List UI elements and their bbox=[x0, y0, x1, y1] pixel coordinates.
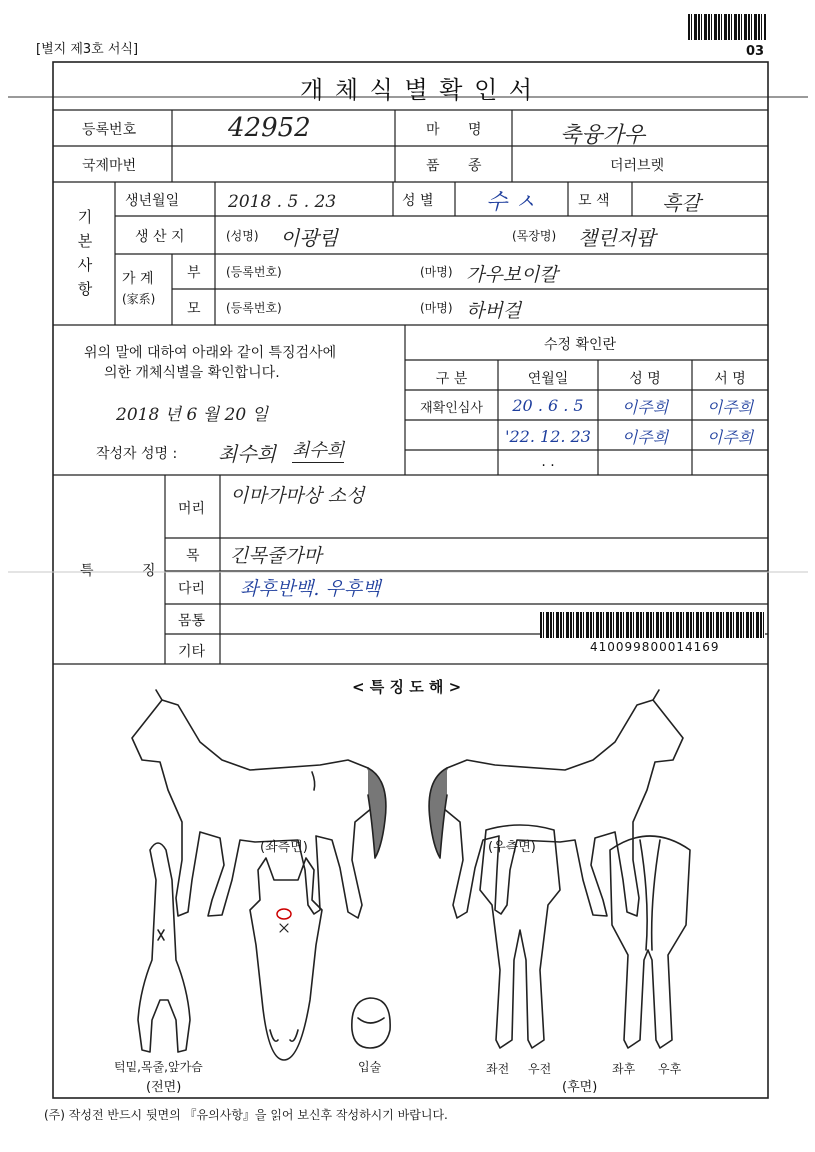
rear-view-horse bbox=[610, 836, 690, 1048]
statement-line1: 위의 말에 대하여 아래와 같이 특징검사에 bbox=[84, 345, 337, 361]
sire-name: 가우보이칼 bbox=[466, 264, 558, 286]
horse-name-value: 축융가우 bbox=[560, 123, 646, 148]
rev-header-type: 구 분 bbox=[435, 371, 468, 387]
producer-label: 생 산 지 bbox=[135, 229, 185, 245]
name-tag: (성명) bbox=[226, 229, 259, 243]
front-view-horse bbox=[138, 843, 190, 1052]
dam-reg-tag: (등록번호) bbox=[226, 301, 282, 315]
features-section-label: 특 징 bbox=[80, 563, 178, 579]
breed-label: 품 종 bbox=[426, 158, 494, 174]
barcode-number: 410099800014169 bbox=[590, 640, 720, 654]
rev-row2-sign: 이주희 bbox=[706, 428, 754, 447]
lips-label: 입술 bbox=[358, 1060, 382, 1074]
color-label: 모 색 bbox=[578, 193, 610, 209]
front-caption: 턱밑,목줄,앞가슴 bbox=[114, 1060, 203, 1074]
left-front-label: 좌전 bbox=[486, 1062, 510, 1076]
color-value: 흑갈 bbox=[662, 191, 701, 215]
family-hanja: (家系) bbox=[122, 292, 156, 306]
sex-value: 수 ㅅ bbox=[486, 190, 536, 215]
confirm-date: 2018 년 6 월 20 일 bbox=[116, 405, 268, 425]
rev-row1-name: 이주희 bbox=[621, 398, 669, 417]
farm-value: 챌린저팝 bbox=[578, 226, 656, 250]
writer-name: 최수희 bbox=[218, 442, 276, 466]
rev-header-name: 성 명 bbox=[629, 371, 661, 387]
left-side-label: (좌측면) bbox=[260, 840, 308, 855]
rev-row1-sign: 이주희 bbox=[706, 398, 754, 417]
front-view-label: (전면) bbox=[146, 1080, 182, 1095]
rev-row2-date: '22. 12. 23 bbox=[505, 427, 591, 446]
reg-no-value: 42952 bbox=[228, 113, 311, 143]
dam-name: 하버걸 bbox=[466, 300, 522, 322]
birth-label: 생년월일 bbox=[125, 193, 180, 209]
statement-line2: 의한 개체식별을 확인합니다. bbox=[104, 365, 280, 381]
breed-value: 더러브렛 bbox=[610, 158, 665, 174]
rear-view-label: (후면) bbox=[562, 1080, 598, 1095]
diagram-title: < 특 징 도 해 > bbox=[352, 678, 462, 696]
left-rear-label: 좌후 bbox=[612, 1062, 636, 1076]
front-legs-view bbox=[480, 825, 560, 1048]
head-label: 머리 bbox=[178, 501, 206, 517]
dam-label: 모 bbox=[187, 301, 201, 317]
sire-label: 부 bbox=[187, 265, 201, 281]
document-title: 개 체 식 별 확 인 서 bbox=[300, 76, 535, 104]
sire-reg-tag: (등록번호) bbox=[226, 265, 282, 279]
farm-tag: (목장명) bbox=[512, 229, 557, 243]
sire-horse-tag: (마명) bbox=[420, 265, 453, 279]
producer-name: 이광림 bbox=[280, 226, 338, 250]
right-rear-label: 우후 bbox=[658, 1062, 682, 1076]
rev-row1-date: 20 . 6 . 5 bbox=[512, 396, 584, 415]
birth-value: 2018 . 5 . 23 bbox=[228, 192, 337, 212]
revision-title: 수정 확인란 bbox=[544, 337, 617, 353]
rev-row1-type: 재확인심사 bbox=[420, 401, 483, 416]
head-value: 이마가마상 소성 bbox=[230, 485, 365, 507]
form-reference: [별지 제3호 서식] bbox=[36, 42, 139, 57]
body-label: 몸통 bbox=[178, 613, 206, 629]
other-label: 기타 bbox=[178, 644, 206, 660]
footer-note: (주) 작성전 반드시 뒷면의 『유의사항』을 읽어 보신후 작성하시기 바랍니다. bbox=[44, 1108, 448, 1122]
family-label: 가 계 bbox=[122, 271, 154, 287]
neck-label: 목 bbox=[186, 548, 200, 564]
reg-no-label: 등록번호 bbox=[82, 122, 137, 138]
rev-row3-date: . . bbox=[541, 454, 555, 470]
writer-signature: 최수희 bbox=[292, 436, 344, 463]
dam-horse-tag: (마명) bbox=[420, 301, 453, 315]
writer-label: 작성자 성명 : bbox=[96, 446, 178, 462]
intl-no-label: 국제마번 bbox=[82, 158, 137, 174]
page-code: 03 bbox=[746, 44, 765, 59]
horse-name-label: 마 명 bbox=[426, 122, 494, 138]
right-side-label: (우측면) bbox=[488, 840, 536, 855]
legs-value: 좌후반백. 우후백 bbox=[240, 578, 381, 600]
legs-label: 다리 bbox=[178, 581, 206, 597]
basic-section-text: 기본사항 bbox=[77, 208, 93, 298]
rev-header-date: 연월일 bbox=[527, 371, 569, 387]
right-front-label: 우전 bbox=[528, 1062, 552, 1076]
neck-value: 긴목줄가마 bbox=[230, 545, 322, 567]
lips-view bbox=[352, 998, 390, 1048]
rev-row2-name: 이주희 bbox=[621, 428, 669, 447]
rev-header-sign: 서 명 bbox=[714, 371, 746, 387]
sex-label: 성 별 bbox=[402, 193, 434, 209]
head-front-view bbox=[250, 858, 322, 1060]
